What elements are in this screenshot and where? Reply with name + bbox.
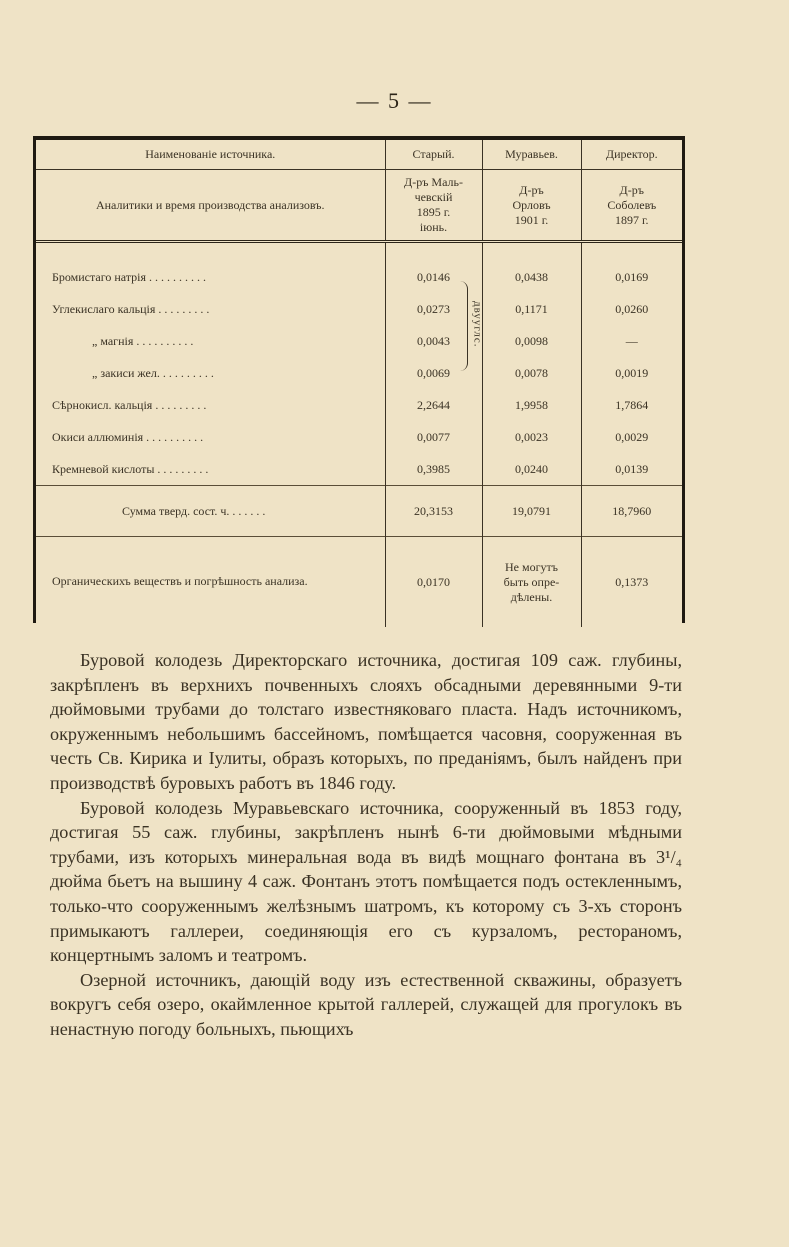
sum-muravyev: 19,0791 xyxy=(482,486,581,537)
table-row xyxy=(36,421,682,453)
header-director-source: Директор. xyxy=(581,140,682,170)
table-row xyxy=(36,325,682,357)
body-text xyxy=(50,648,682,1042)
value-director: 0,0019 xyxy=(581,357,682,389)
sum-director: 18,7960 xyxy=(581,486,682,537)
organic-old: 0,0170 xyxy=(385,537,482,628)
row-label: Кремневой кислоты . . . . . . . . . xyxy=(52,461,209,476)
paragraph: Буровой колодезь Муравьевскаго источника, сооруженный въ 1853 году, достигая 55 саж. глубины, закрѣпленъ нынѣ 6-ти дюймовыми мѣдными трубами, изъ которыхъ минеральная вода въ видѣ мощнаго фонтана въ 3¹/₄ дюйма бьетъ на вышину 4 саж. Фонтанъ этотъ помѣщается подъ остекленнымъ, только-что сооруженнымъ желѣзнымъ шатромъ, къ которому съ 3-хъ сторонъ примыкаютъ галлереи, соединяющія его съ курзаломъ, рестораномъ, концертнымъ заломъ и театромъ. xyxy=(50,797,682,966)
analyst-malchevsky: Д-ръ Маль- чевскій 1895 г. іюнь. xyxy=(385,170,482,242)
value-old: 0,3985 xyxy=(385,453,482,486)
header-muravyev-source: Муравьев. xyxy=(482,140,581,170)
table-row xyxy=(36,389,682,421)
organic-label: Органическихъ веществъ и погрѣшность анализа. xyxy=(36,537,385,628)
paragraph: Озерной источникъ, дающій воду изъ естественной скважины, образуетъ вокругъ себя озеро, окаймленное крытой галлерей, служащей для прогулокъ въ ненастную погоду больныхъ, пьющихъ xyxy=(50,969,682,1039)
sum-row xyxy=(36,486,682,537)
value-old: 0,0273 xyxy=(385,293,482,325)
value-director: 0,0169 xyxy=(581,261,682,293)
row-label: Углекислаго кальція . . . . . . . . . xyxy=(52,301,210,316)
value-muravyev: 0,0098 xyxy=(482,325,581,357)
organic-row xyxy=(36,537,682,628)
value-director: 0,0139 xyxy=(581,453,682,486)
table-header-row xyxy=(36,140,682,170)
table-row xyxy=(36,453,682,486)
bicarbonate-brace xyxy=(459,281,468,371)
table-row xyxy=(36,293,682,325)
bicarbonate-brace-label: двууглс. xyxy=(471,301,484,348)
value-old: 2,2644 xyxy=(385,389,482,421)
sum-label: Сумма тверд. сост. ч. . . . . . . xyxy=(36,486,385,537)
sum-old: 20,3153 xyxy=(385,486,482,537)
row-label: „ магнія . . . . . . . . . . xyxy=(92,333,194,348)
table-analysts-row xyxy=(36,170,682,242)
table-row xyxy=(36,261,682,293)
analyst-sobolev: Д-ръ Соболевъ 1897 г. xyxy=(581,170,682,242)
value-muravyev: 1,9958 xyxy=(482,389,581,421)
analyst-orlov: Д-ръ Орловъ 1901 г. xyxy=(482,170,581,242)
value-muravyev: 0,0078 xyxy=(482,357,581,389)
row-label: Окиси аллюминія . . . . . . . . . . xyxy=(52,429,204,444)
organic-muravyev: Не могутъ быть опре- дѣлены. xyxy=(482,537,581,628)
analysis-table xyxy=(36,140,682,627)
value-muravyev: 0,1171 xyxy=(482,293,581,325)
row-label: Сѣрнокисл. кальція . . . . . . . . . xyxy=(52,397,207,412)
value-muravyev: 0,0023 xyxy=(482,421,581,453)
value-director: 0,0260 xyxy=(581,293,682,325)
organic-director: 0,1373 xyxy=(581,537,682,628)
value-old: 0,0069 двууглс. xyxy=(385,357,482,389)
page-number: — 5 — xyxy=(356,88,433,113)
header-old-source: Старый. xyxy=(385,140,482,170)
value-old: 0,0077 xyxy=(385,421,482,453)
value-muravyev: 0,0438 xyxy=(482,261,581,293)
row-label: „ закиси жел. . . . . . . . . . xyxy=(92,365,214,380)
value-old: 0,0043 xyxy=(385,325,482,357)
value-muravyev: 0,0240 xyxy=(482,453,581,486)
header-analysts: Аналитики и время производства анализовъ. xyxy=(36,170,385,242)
value-director: 1,7864 xyxy=(581,389,682,421)
header-source-name: Наименованіе источника. xyxy=(36,140,385,170)
value-director: — xyxy=(581,325,682,357)
paragraph: Буровой колодезь Директорскаго источника, достигая 109 саж. глубины, закрѣпленъ въ верхнихъ почвенныхъ слояхъ обсадными деревянными 9-ти дюймовыми трубами до толстаго известняковаго пласта. Надъ источникомъ, окруженнымъ небольшимъ бассейномъ, помѣщается часовня, сооруженная въ честь Св. Кирика и Іулиты, образъ которыхъ, по преданіямъ, былъ найденъ при производствѣ буровыхъ работъ въ 1846 году. xyxy=(50,650,682,793)
analysis-table-frame xyxy=(33,136,685,623)
value-director: 0,0029 xyxy=(581,421,682,453)
table-row xyxy=(36,357,682,389)
row-label: Бромистаго натрія . . . . . . . . . . xyxy=(52,269,207,284)
value-old: 0,0146 xyxy=(385,261,482,293)
